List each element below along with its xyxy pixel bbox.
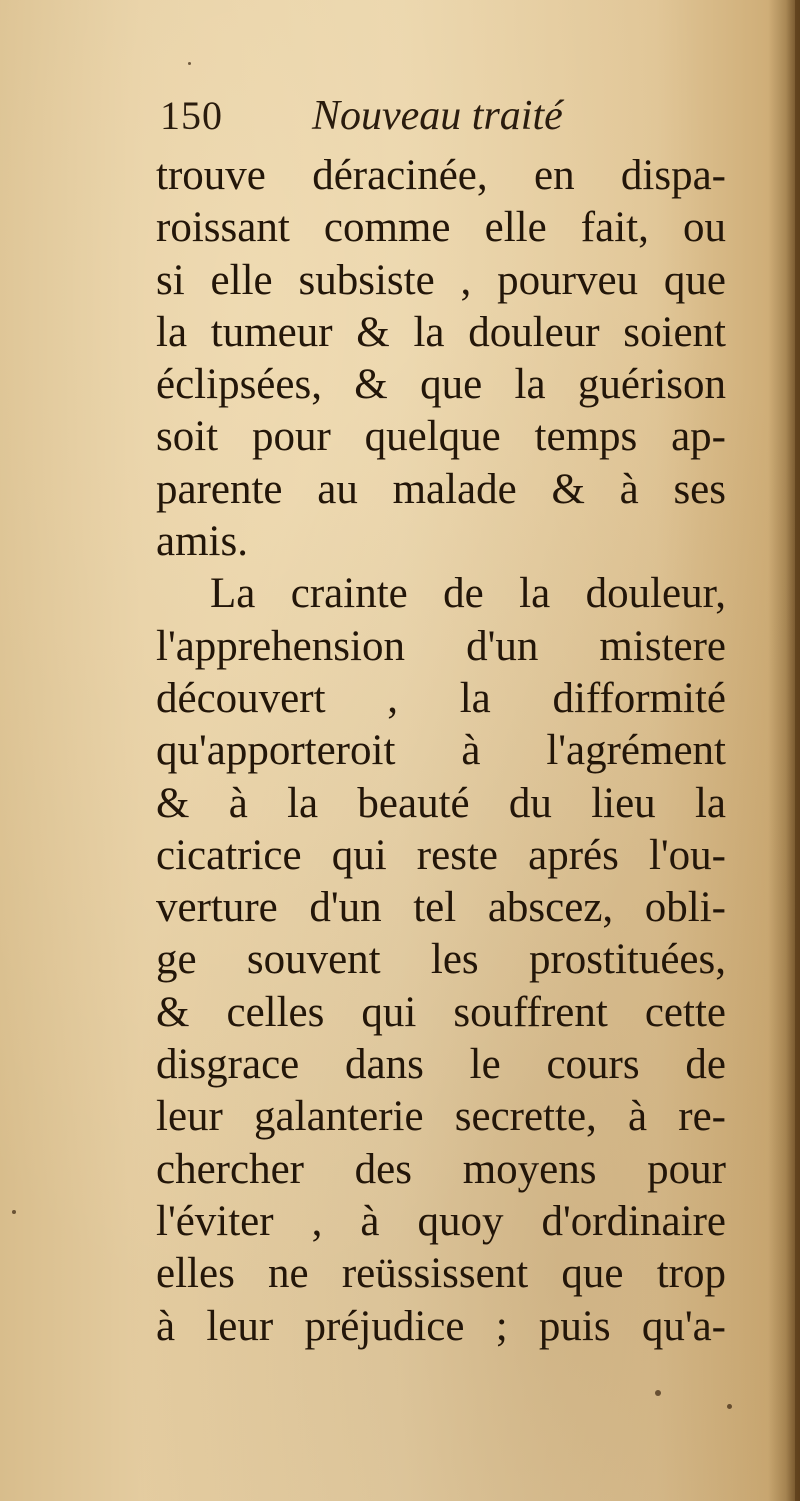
text-line: éclipsées, & que la guérison xyxy=(156,361,726,409)
page-header xyxy=(160,92,720,142)
text-line: ge souvent les prostituées, xyxy=(156,936,726,984)
text-line: parente au malade & à ses xyxy=(156,465,726,513)
text-line: l'apprehension d'un mistere xyxy=(156,622,726,670)
text-line: la tumeur & la douleur soient xyxy=(156,308,726,356)
paper-speck xyxy=(12,1210,16,1214)
text-line: à leur préjudice ; puis qu'a- xyxy=(156,1302,726,1350)
page-edge-strip xyxy=(795,0,800,1501)
text-line: l'éviter , à quoy d'ordinaire xyxy=(156,1197,726,1245)
paper-speck xyxy=(727,1404,732,1409)
text-line: & celles qui souffrent cette xyxy=(156,988,726,1036)
text-line: roissant comme elle fait, ou xyxy=(156,204,726,252)
body-text xyxy=(156,150,726,1353)
page-number: 150 xyxy=(160,93,223,138)
text-line: cicatrice qui reste aprés l'ou- xyxy=(156,831,726,879)
text-line: découvert , la difformité xyxy=(156,674,726,722)
text-line: chercher des moyens pour xyxy=(156,1145,726,1193)
text-line: si elle subsiste , pourveu que xyxy=(156,256,726,304)
paper-speck xyxy=(655,1390,661,1396)
paragraph-first-line: La crainte de la douleur, xyxy=(210,570,726,618)
text-line: verture d'un tel abscez, obli- xyxy=(156,884,726,932)
text-line: trouve déracinée, en dispa- xyxy=(156,152,726,199)
paper-speck xyxy=(188,62,191,65)
text-line: & à la beauté du lieu la xyxy=(156,779,726,827)
text-line: disgrace dans le cours de xyxy=(156,1041,726,1089)
text-line: soit pour quelque temps ap- xyxy=(156,413,726,461)
text-line: elles ne reüssissent que trop xyxy=(156,1250,726,1298)
text-line: qu'apporteroit à l'agrément xyxy=(156,727,726,775)
running-title: Nouveau traité xyxy=(312,93,563,139)
text-line: leur galanterie secrette, à re- xyxy=(156,1093,726,1141)
text-line: amis. xyxy=(156,518,248,566)
